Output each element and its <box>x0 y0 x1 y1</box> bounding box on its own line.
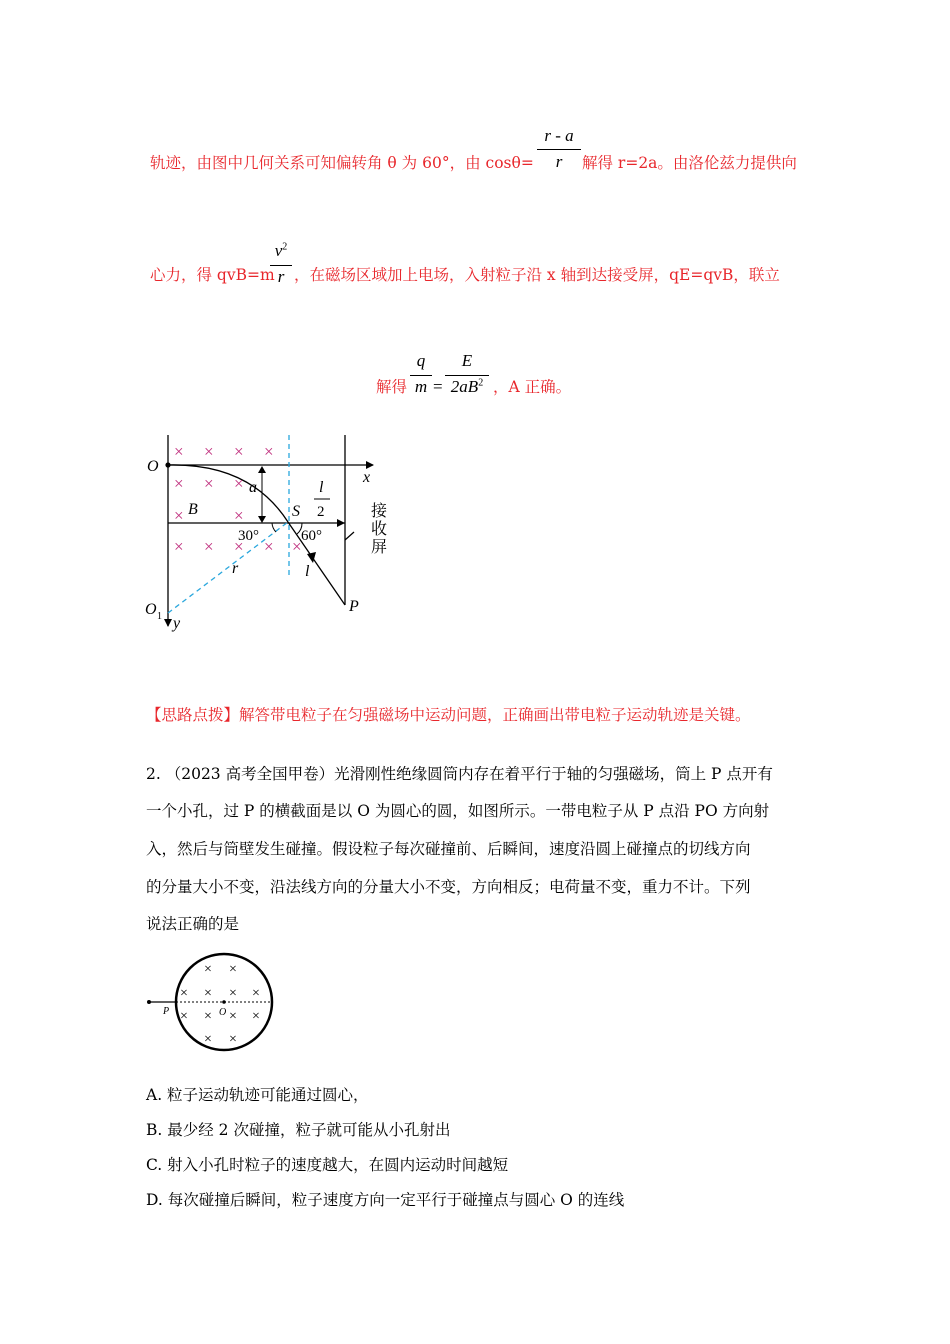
screen-label-char: 接 <box>371 503 388 520</box>
cross-mark: × <box>234 506 244 525</box>
magnetic-field-diagram <box>140 430 390 640</box>
label-S: S <box>292 503 300 520</box>
cross-mark: × <box>180 1009 188 1024</box>
cross-mark: × <box>204 1009 212 1024</box>
option-c[interactable]: C. 射入小孔时粒子的速度越大，在圆内运动时间越短 <box>146 1156 509 1174</box>
question-line-2: 一个小孔，过 P 的横截面是以 O 为圆心的圆，如图所示。一带电粒子从 P 点沿 PO 方向射 <box>146 802 770 820</box>
label-l-half-num: l <box>319 479 324 496</box>
tip-label: 【思路点拨】 <box>146 706 240 724</box>
label-O: O <box>147 458 159 475</box>
fraction-cos <box>537 126 581 176</box>
equals-sign: = <box>433 377 443 396</box>
tip-line <box>146 705 751 725</box>
cross-mark: × <box>264 442 274 461</box>
cross-mark: × <box>252 986 260 1001</box>
cross-mark: × <box>292 537 302 556</box>
option-d[interactable]: D. 每次碰撞后瞬间，粒子速度方向一定平行于碰撞点与圆心 O 的连线 <box>146 1191 625 1209</box>
solution-line-3-after: ，A 正确。 <box>493 378 572 396</box>
cross-mark: × <box>174 537 184 556</box>
fraction-cos-numerator: r - a <box>544 126 574 145</box>
cross-mark: × <box>174 442 184 461</box>
question-line-3: 入，然后与筒壁发生碰撞。假设粒子每次碰撞前、后瞬间，速度沿圆上碰撞点的切线方向 <box>146 840 751 858</box>
label-l: l <box>305 563 310 580</box>
cross-mark: × <box>264 537 274 556</box>
option-b[interactable]: B. 最少经 2 次碰撞，粒子就可能从小孔射出 <box>146 1121 451 1139</box>
label-O1: O <box>145 601 157 618</box>
label-r: r <box>232 560 239 577</box>
label-a: a <box>249 479 257 496</box>
fraction-2ab2-denominator: $2aB^2$ <box>450 377 484 396</box>
fraction-v2-denominator: r <box>277 267 285 286</box>
label-x: x <box>363 469 371 486</box>
cross-mark: × <box>174 474 184 493</box>
cross-mark: × <box>229 986 237 1001</box>
solution-line-3-before: 解得 <box>376 378 408 396</box>
solution-line-2-before: 心力，得 qvB=m <box>150 266 275 284</box>
cross-mark: × <box>204 474 214 493</box>
fraction-v2-numerator: $v^2$ <box>274 241 288 260</box>
label-B: B <box>188 501 198 518</box>
field-crosses <box>180 962 260 1047</box>
fraction-cos-denominator: r <box>555 152 563 171</box>
cross-mark: × <box>234 537 244 556</box>
fraction-q-m <box>410 350 432 402</box>
label-O1-sub: 1 <box>157 611 162 622</box>
cross-mark: × <box>234 474 244 493</box>
label-y: y <box>173 615 181 632</box>
solution-line-1-before: 轨迹，由图中几何关系可知偏转角 θ 为 60°，由 cosθ= <box>150 154 534 172</box>
solution-line-1-after: 解得 r=2a。由洛伦兹力提供向 <box>582 154 797 172</box>
fraction-m-denominator: m <box>414 377 428 396</box>
fraction-e-2ab2 <box>445 350 489 402</box>
cross-mark: × <box>180 986 188 1001</box>
cross-mark: × <box>204 1032 212 1047</box>
screen-label-char: 屏 <box>371 539 388 556</box>
cross-mark: × <box>229 962 237 977</box>
cross-mark: × <box>204 986 212 1001</box>
solution-line-2 <box>150 265 275 285</box>
cross-mark: × <box>234 442 244 461</box>
cylinder-diagram <box>140 948 280 1058</box>
cross-mark: × <box>229 1009 237 1024</box>
fraction-e-numerator: E <box>461 351 473 370</box>
question-line-1: 2. （2023 高考全国甲卷）光滑刚性绝缘圆筒内存在着平行于轴的匀强磁场，筒上 P 点开有 <box>146 765 773 783</box>
option-a[interactable]: A. 粒子运动轨迹可能通过圆心， <box>146 1086 369 1104</box>
label-O: O <box>219 1007 227 1018</box>
question-line-5: 说法正确的是 <box>146 915 240 933</box>
cross-mark: × <box>204 442 214 461</box>
solution-line-2-after: ，在磁场区域加上电场，入射粒子沿 x 轴到达接受屏，qE=qvB，联立 <box>294 266 780 284</box>
cross-mark: × <box>229 1032 237 1047</box>
fraction-q-numerator: q <box>416 351 426 370</box>
label-P: P <box>349 598 359 615</box>
tip-text: 解答带电粒子在匀强磁场中运动问题，正确画出带电粒子运动轨迹是关键。 <box>239 706 751 724</box>
label-P: P <box>163 1006 170 1017</box>
cross-mark: × <box>174 506 184 525</box>
screen-label-char: 收 <box>371 521 388 538</box>
cross-mark: × <box>252 1009 260 1024</box>
label-30-deg: 30° <box>238 528 259 544</box>
cross-mark: × <box>204 962 212 977</box>
fraction-v2-r <box>270 238 292 290</box>
question-line-4: 的分量大小不变，沿法线方向的分量大小不变，方向相反；电荷量不变，重力不计。下列 <box>146 878 751 896</box>
solution-line-1 <box>150 153 534 173</box>
cross-mark: × <box>204 537 214 556</box>
label-60-deg: 60° <box>301 528 322 544</box>
label-l-half-den: 2 <box>317 504 325 520</box>
